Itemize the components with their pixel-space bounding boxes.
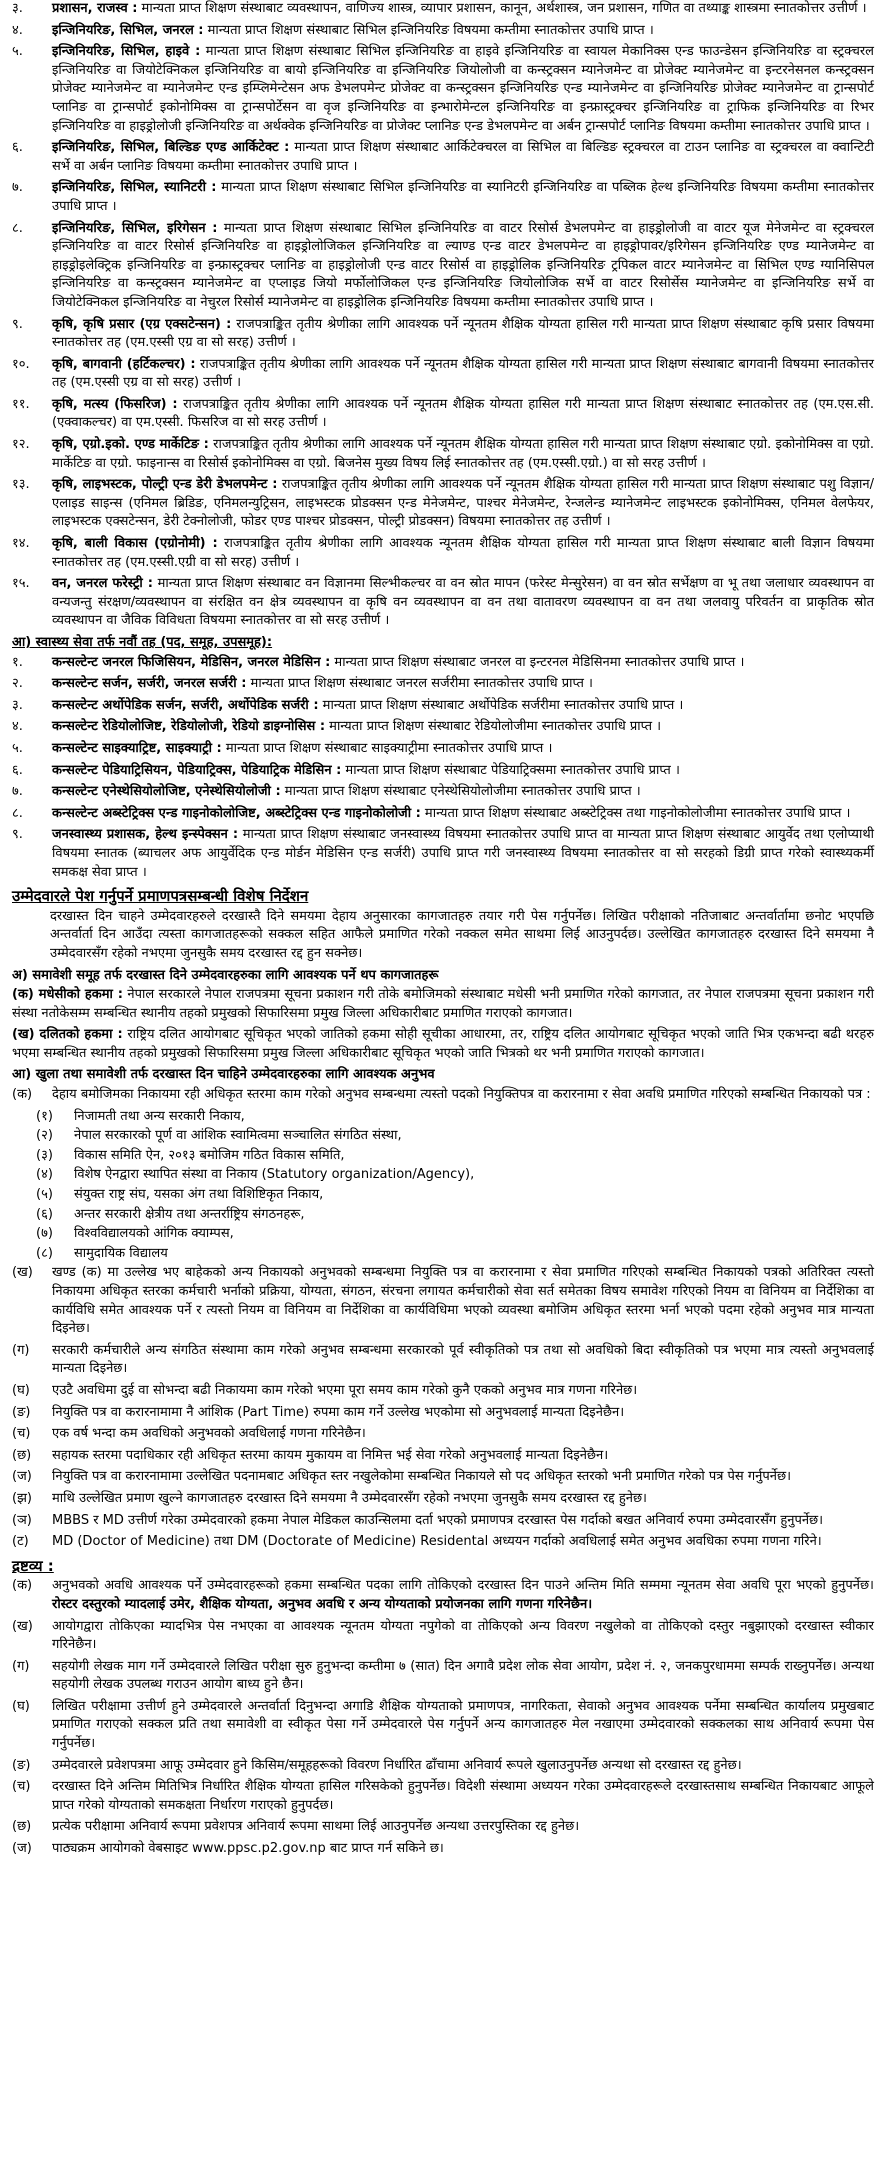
qualification-item <box>12 436 874 473</box>
item-text <box>52 654 874 673</box>
item-text: निजामती तथा अन्य सरकारी निकाय, <box>74 1108 245 1124</box>
item-body: लिखित परीक्षामा उत्तीर्ण हुने उम्मेदवारले अन्तर्वार्ता दिनुभन्दा अगाडि शैक्षिक योग्यताको प्रमाणपत्र, नागरिकता, सेवाको अनुभव आवश्यक पर्नेमा सम्बन्धित कार्यालय प्रमुखबाट प्रमाणित गराएको सक्कल प्रति तथा समावेशी वा स्वीकृत पेसा गर्ने उम्मेदवारले पेस गर्नुपर्ने अन्य कागजातहरु मेल नखाएमा उम्मेदवारको सक्कलका साथ अनिवार्य रूपमा पेस गर्नुपर्नेछ। <box>52 1698 874 1752</box>
health-qualification-item <box>12 675 874 694</box>
item-body: सरकारी कर्मचारीले अन्य संगठित संस्थामा काम गरेको अनुभव सम्बन्धमा सरकारको पूर्व स्वीकृतिको पत्र तथा सो अवधिको बिदा स्वीकृतिको पत्र भएमा मात्र त्यस्तो अनुभवलाई मान्यता दिइनेछ। <box>52 1342 874 1377</box>
experience-item <box>12 1382 874 1401</box>
item-body: MBBS र MD उत्तीर्ण गरेका उम्मेदवारको हकमा नेपाल मेडिकल काउन्सिलमा दर्ता भएको प्रमाणपत्र दरखास्त पेस गर्दाको बखत अनिवार्य रुपमा उम्मेदवारसँग हुनुपर्नेछ। <box>52 1512 824 1528</box>
notes-heading: द्रष्टव्य : <box>12 1556 54 1575</box>
item-text <box>52 1618 874 1655</box>
item-body: मान्यता प्राप्त शिक्षण संस्थाबाट सिभिल इन्जिनियरिङ वा वाटर रिसोर्स डेभलपमेन्ट वा हाइड्रोलोजी वा वाटर यूज मेनेजमेन्ट वा स्ट्रक्चरल इन्जिनियरिङ वा वाटर रिसोर्स इन्जिनियरिङ वा हाइड्रोलोजिकल इन्जिनियरिङ वा ल्याण्ड एन्ड वाटर डेभलपमेन्ट वा हाइड्रोपावर/इरिगेसन इन्जिनियरिङ एण्ड म्यानेजमेन्ट वा हाइड्रोइलेक्ट्रिक इन्जिनियरिङ वा इन्फ्रास्ट्रक्चर प्लानिङ वा हाइड्रोलोजी एन्ड वाटर रिसोर्स वा हाइड्रोलिक इन्जिनियरिङ ट्रपिकल वाटर म्यानेजमेन्ट वा सिभिल एण्ड ग्यानिसिपल इन्जिनियरिङ वा कन्स्ट्रक्सन म्यानेजमेन्ट वा एप्लाइड जियो मर्फोलोजिकल एन्ड इन्जिनियरिङ जियोलोजिक सर्भे वा वाटर रिसोर्सेस म्यानेजमेन्ट वा इन्जिनियरिङ सर्भे वा जियोटेक्निकल इन्जिनियरिङ वा नेचुरल रिसोर्स म्यानेजमेन्ट वा हाइड्रोलिक इन्जिनियरिङ विषयमा कम्तीमा स्नातकोत्तर उपाधि प्राप्त । <box>52 220 874 310</box>
qualification-item <box>12 0 874 19</box>
item-number: (ज) <box>12 1841 32 1857</box>
item-number: (ख) <box>12 1265 33 1281</box>
item-text <box>52 139 874 176</box>
item-body: मान्यता प्राप्त शिक्षण संस्थाबाट पेडियाट्रिक्समा स्नातकोत्तर उपाधि प्राप्त । <box>341 762 680 778</box>
item-number: (६) <box>36 1206 53 1222</box>
item-text: संयुक्त राष्ट्र संघ, यसका अंग तथा विशिष्टिकृत निकाय, <box>74 1187 324 1203</box>
item-heading: इन्जिनियरिङ, सिभिल, बिल्डिङ एण्ड आर्किटेक्ट : <box>52 140 290 156</box>
item-body: एउटै अवधिमा दुई वा सोभन्दा बढी निकायमा काम गरेको भएमा पूरा समय काम गरेको कुनै एकको अनुभव मात्र गणना गरिनेछ। <box>52 1382 638 1398</box>
item-text <box>52 1425 874 1444</box>
item-number: (ज) <box>12 1469 32 1485</box>
item-text <box>52 476 874 532</box>
item-body: नियुक्ति पत्र वा करारनामामा नै आंशिक (Part Time) रुपमा काम गर्ने उल्लेख भएकोमा सो अनुभवलाई मान्यता दिइनेछैन। <box>52 1404 625 1420</box>
note-item <box>12 1698 874 1754</box>
item-text <box>52 356 874 393</box>
note-item <box>12 1757 874 1776</box>
item-body: राजपत्राङ्कित तृतीय श्रेणीका लागि आवश्यक पर्ने न्यूनतम शैक्षिक योग्यता हासिल गरी मान्यता प्राप्त शिक्षण संस्थाबाट एग्रो. इकोनोमिक्स वा एग्रो. मार्केटिङ वा एग्रो. फाइनान्स वा रिसोर्स इकोनोमिक्स वा एग्रो. बिजनेस मुख्य विषय लिई स्नातकोत्तर तह (एम.एस्सी.एग्रो.) वा सो सरह उत्तीर्ण । <box>52 437 874 471</box>
item-text: देहाय बमोजिमका निकायमा रही अधिकृत स्तरमा काम गरेको अनुभव सम्बन्धमा त्यस्तो पदको नियुक्तिपत्र वा करारनामा र सेवा अवधि प्रमाणित गरिएको सम्बन्धित निकायको पत्र : <box>52 1087 871 1103</box>
item-text <box>52 220 874 313</box>
experience-item <box>12 1490 874 1509</box>
qualification-item <box>12 179 874 216</box>
item-number: ५. <box>12 740 23 756</box>
experience-item <box>12 1447 874 1466</box>
experience-item <box>12 1404 874 1423</box>
note-item <box>12 1658 874 1695</box>
item-number: ९. <box>12 827 23 843</box>
health-qualification-item <box>12 805 874 824</box>
qualification-item <box>12 220 874 313</box>
item-text <box>52 179 874 216</box>
item-body: राजपत्राङ्कित तृतीय श्रेणीका लागि आवश्यक न्यूनतम शैक्षिक योग्यता हासिल गरी मान्यता प्राप्त शिक्षण संस्थाबाट बाली विज्ञान विषयमा स्नातकोत्तर तह (एम.एस्सी.एग्री वा सो सरह) उत्तीर्ण । <box>52 536 875 570</box>
item-heading: जनस्वास्थ्य प्रशासक, हेल्थ इन्स्पेक्सन : <box>52 827 239 843</box>
item-number: १५. <box>12 576 30 592</box>
item-number: ७. <box>12 784 23 800</box>
organization-type <box>12 1225 874 1244</box>
item-body: राजपत्राङ्कित तृतीय श्रेणीका लागि आवश्यक पर्ने न्यूनतम शैक्षिक योग्यता हासिल गरी मान्यता प्राप्त शिक्षण संस्थाबाट बागवानी विषयमा स्नातकोत्तर तह (एम.एस्सी एग्र वा सो सरह) उत्तीर्ण । <box>52 356 874 391</box>
item-heading: कन्सल्टेन्ट पेडियाट्रिसियन, पेडियाट्रिक्स, पेडियाट्रिक मेडिसिन : <box>52 762 342 778</box>
item-text <box>52 0 874 19</box>
item-text <box>52 1818 874 1837</box>
item-heading: कन्सल्टेन्ट अर्थोपेडिक सर्जन, सर्जरी, अर्थोपेडिक सर्जरी : <box>52 697 319 713</box>
item-number: (ङ) <box>12 1757 31 1773</box>
item-number: ६. <box>12 140 23 156</box>
item-body: राजपत्राङ्कित तृतीय श्रेणीका लागि आवश्यक पर्ने न्यूनतम शैक्षिक योग्यता हासिल गरी मान्यता प्राप्त शिक्षण संस्थाबाट स्नातकोत्तर तह (एम.एस.सी. (एक्वाकल्चर) वा एम.एस्सी. फिसरिज वा सो सरह उत्तीर्ण । <box>52 396 874 431</box>
item-body: मान्यता प्राप्त शिक्षण संस्थाबाट अब्स्टेट्रिक्स तथा गाइनोकोलोजीमा स्नातकोत्तर उपाधि प्राप्त । <box>420 805 851 821</box>
item-text <box>52 783 874 802</box>
qualification-item <box>12 43 874 136</box>
item-number: (घ) <box>12 1698 30 1714</box>
item-body: सहयोगी लेखक माग गर्ने उम्मेदवारले लिखित परीक्षा सुरु हुनुभन्दा कम्तीमा ७ (सात) दिन अगावै प्रदेश लोक सेवा आयोग, प्रदेश नं. २, जनकपुरधाममा सम्पर्क राख्नुपर्नेछ। अन्यथा सहयोगी लेखक उपलब्ध गराउन आयोग बाध्य हुने छैन। <box>52 1658 874 1693</box>
item-number: (५) <box>36 1187 53 1203</box>
item-body: मान्यता प्राप्त शिक्षण संस्थाबाट जनस्वास्थ्य विषयमा स्नातकोत्तर उपाधि प्राप्त वा मान्यता प्राप्त शिक्षण संस्थाबाट आयुर्वेद तथा एलोप्याथी विषयमा स्नातक (ब्याचलर अफ आयुर्वेदिक एन्ड मोर्डन मेडिसिन एन्ड सर्जरी) उपाधि प्राप्त गरी जनस्वास्थ्य विषयमा स्नातकोत्तर वा सो सरहको डिग्री प्राप्त गरेको स्वास्थ्यकर्मी समकक्ष सेवा प्राप्त । <box>52 827 874 880</box>
experience-item <box>12 1425 874 1444</box>
item-label: (ख) दलितको हकमा : <box>12 1027 123 1043</box>
item-text <box>52 718 874 737</box>
health-qualification-item <box>12 718 874 737</box>
item-body: मान्यता प्राप्त शिक्षण संस्थाबाट अर्थोपेडिक सर्जरीमा स्नातकोत्तर उपाधि प्राप्त । <box>318 697 684 713</box>
health-section-heading: आ) स्वास्थ्य सेवा तर्फ नवौं तह (पद, समूह, उपसमूह): <box>12 635 273 650</box>
item-text <box>52 1778 874 1815</box>
item-text <box>52 396 874 433</box>
item-text <box>12 1026 874 1063</box>
item-text <box>52 1757 874 1776</box>
item-heading: कन्सल्टेन्ट अब्स्टेट्रिक्स एन्ड गाइनोकोलोजिष्ट, अब्स्टेट्रिक्स एन्ड गाइनोकोलोजी : <box>52 805 421 821</box>
organization-type <box>12 1245 874 1264</box>
item-label: (क) मधेसीको हकमा : <box>12 987 123 1003</box>
item-text <box>52 43 874 136</box>
item-text: सामुदायिक विद्यालय <box>74 1245 168 1261</box>
item-heading: कन्सल्टेन्ट सर्जन, सर्जरी, जनरल सर्जरी : <box>52 676 247 692</box>
item-number: (छ) <box>12 1819 32 1835</box>
item-text <box>52 1533 874 1552</box>
item-body: दरखास्त दिने अन्तिम मितिभित्र निर्धारित शैक्षिक योग्यता हासिल गरिसकेको हुनुपर्नेछ। विदेशी संस्थामा अध्ययन गरेका उम्मेदवारहरूले दरखास्तसाथ सम्बन्धित निकायबाट आफूले प्राप्त गरेको योग्यताको समकक्षता निर्धारण गराएको हुनुपर्दछ। <box>52 1779 874 1813</box>
item-text <box>52 1447 874 1466</box>
item-number: ६. <box>12 762 23 778</box>
item-number: (च) <box>12 1426 31 1442</box>
item-text <box>52 1577 874 1614</box>
item-body: राजपत्राङ्कित तृतीय श्रेणीका लागि आवश्यक पर्ने न्यूनतम शैक्षिक योग्यता हासिल गरी मान्यता प्राप्त शिक्षण संस्थाबाट पशु विज्ञान/एलाइड साइन्स (एनिमल ब्रिडिङ, एनिमलन्युट्रिसन, लाइभस्टक प्रोडक्सन एन्ड मेनेजमेन्ट, पाश्चर मेनेजमेन्ट, रेन्जलेन्ड म्यानेजमेन्ट लाइभस्टक इकोनोमिक्स, एनिमल वेलफेयर, लाइभस्टक एक्सटेन्सन, डेरी टेक्नोलोजी, फोडर एण्ड पाश्चर प्रोडक्सन, पोल्ट्री प्रोडक्सन) विषयमा स्नातकोत्तर तह उत्तीर्ण । <box>52 477 874 530</box>
item-number: ३. <box>12 1 23 16</box>
item-body: मान्यता प्राप्त शिक्षण संस्थाबाट साइक्याट्रीमा स्नातकोत्तर उपाधि प्राप्त । <box>221 740 553 756</box>
item-number: १३. <box>12 477 30 493</box>
item-number: ३. <box>12 697 23 713</box>
item-heading: कन्सल्टेन्ट जनरल फिजिसियन, मेडिसिन, जनरल मेडिसिन : <box>52 654 331 670</box>
item-text <box>52 697 874 716</box>
item-text <box>52 316 874 353</box>
item-number: (ग) <box>12 1342 30 1358</box>
item-number: (ट) <box>12 1534 29 1550</box>
item-body: आयोगद्वारा तोकिएका म्यादभित्र पेस नभएका वा आवश्यक न्यूनतम योग्यता नपुगेको वा तोकिएको अन्य विवरण नखुलेको वा तोकिएको दस्तुर नबुझाएको दरखास्त स्वीकार गरिनेछैन। <box>52 1618 874 1653</box>
item-number: १. <box>12 654 23 670</box>
item-number: ५. <box>12 44 23 60</box>
item-number: (४) <box>36 1167 53 1183</box>
item-body: मान्यता प्राप्त शिक्षण संस्थाबाट सिभिल इन्जिनियरिङ विषयमा कम्तीमा स्नातकोत्तर उपाधि प्राप्त । <box>203 22 654 38</box>
note-item <box>12 1618 874 1655</box>
health-qualification-item <box>12 740 874 759</box>
item-number: ९. <box>12 316 23 332</box>
organization-type <box>12 1108 874 1127</box>
item-number: (७) <box>36 1226 53 1242</box>
health-qualification-item <box>12 697 874 716</box>
experience-item <box>12 1512 874 1531</box>
qualification-item <box>12 22 874 41</box>
item-heading: वन, जनरल फरेस्ट्री : <box>52 576 153 592</box>
item-heading: इन्जिनियरिङ, सिभिल, स्यानिटरी : <box>52 180 217 196</box>
item-body: एक वर्ष भन्दा कम अवधिको अनुभवको अवधिलाई गणना गरिनेछैन। <box>52 1426 366 1442</box>
item-number: ११. <box>12 396 30 412</box>
item-text <box>52 436 874 473</box>
organization-type <box>12 1206 874 1225</box>
inclusive-docs-heading: अ) समावेशी समूह तर्फ दरखास्त दिने उम्मेदवारहरुका लागि आवश्यक पर्ने थप कागजातहरू <box>12 967 439 983</box>
item-text <box>52 805 874 824</box>
item-body: उम्मेदवारले प्रवेशपत्रमा आफू उम्मेदवार हुने किसिम/समूहहरूको विवरण निर्धारित ढाँचामा अनिवार्य रूपले खुलाउनुपर्नेछ अन्यथा सो दरखास्त रद्द हुनेछ। <box>52 1757 742 1773</box>
item-number: १२. <box>12 437 30 453</box>
item-number: (झ) <box>12 1490 32 1506</box>
organization-type <box>12 1186 874 1205</box>
health-qualification-item <box>12 826 874 882</box>
item-heading: इन्जिनियरिङ, सिभिल, जनरल : <box>52 22 204 38</box>
item-text: विशेष ऐनद्वारा स्थापित संस्था वा निकाय (Statutory organization/Agency), <box>74 1167 475 1183</box>
item-number: (ग) <box>12 1658 30 1674</box>
item-number: (ञ) <box>12 1512 32 1528</box>
item-number: ७. <box>12 180 23 196</box>
item-body: राजपत्राङ्कित तृतीय श्रेणीका लागि आवश्यक पर्ने न्यूनतम शैक्षिक योग्यता हासिल गरी मान्यता प्राप्त शिक्षण संस्थाबाट कृषि प्रसार विषयमा स्नातकोत्तर तह (एम.एस्सी एग्र वा सो सरह) उत्तीर्ण । <box>52 316 874 351</box>
item-number: १४. <box>12 536 30 552</box>
item-number: ८. <box>12 805 23 821</box>
organization-type <box>12 1127 874 1146</box>
organization-type <box>12 1166 874 1185</box>
item-number: (घ) <box>12 1382 30 1398</box>
item-text <box>52 575 874 631</box>
item-emphasis: रोस्टर दस्तुरको म्यादलाई उमेर, शैक्षिक योग्यता, अनुभव अवधि र अन्य योग्यताको प्रयोजनका लागि गणना गरिनेछैन। <box>52 1596 593 1612</box>
qualification-item <box>12 139 874 176</box>
item-heading: कन्सल्टेन्ट साइक्याट्रिष्ट, साइक्याट्री : <box>52 740 222 756</box>
item-heading: कृषि, बाली विकास (एग्रोनोमी) : <box>52 536 218 552</box>
item-body: अनुभवको अवधि आवश्यक पर्ने उम्मेदवारहरूको हकमा सम्बन्धित पदका लागि तोकिएको दरखास्त दिन पाउने अन्तिम मिति सम्ममा न्यूनतम सेवा अवधि पूरा भएको हुनुपर्नेछ। <box>52 1578 874 1594</box>
item-text <box>52 675 874 694</box>
organization-type <box>12 1147 874 1166</box>
health-qualification-item <box>12 783 874 802</box>
item-body: नियुक्ति पत्र वा करारनामामा उल्लेखित पदनामबाट अधिकृत स्तर नखुलेकोमा सम्बन्धित निकायले सो पद अधिकृत स्तरको भनी प्रमाणित गरेको पत्र पेस गर्नुपर्नेछ। <box>52 1469 792 1485</box>
item-body: मान्यता प्राप्त शिक्षण संस्थाबाट एनेस्थेसियोलोजीमा स्नातकोत्तर उपाधि प्राप्त । <box>280 784 641 800</box>
item-text: नेपाल सरकारको पूर्ण वा आंशिक स्वामित्वमा सञ्चालित संगठित संस्था, <box>74 1128 402 1144</box>
item-body: मान्यता प्राप्त शिक्षण संस्थाबाट सिभिल इन्जिनियरिङ वा हाइवे इन्जिनियरिङ वा स्वायल मेकानिक्स एन्ड फाउन्डेसन इन्जिनियरिङ वा स्ट्रक्चरल इन्जिनियरिङ वा जियोटेक्निकल इन्जिनियरिङ वा बायो इन्जिनियरिङ वा इन्जिनियरिङ जियोलोजी वा कन्स्ट्रक्सन म्यानेजमेन्ट वा प्रोजेक्ट म्यानेजमेन्ट वा इन्टरनेसनल कन्स्ट्रक्सन प्रोजेक्ट म्यानेजमेन्ट वा म्यानेजमेन्ट एन्ड इम्प्लिमेन्टेसन अफ डेभलपमेन्ट प्रोजेक्ट वा कन्स्ट्रक्सन इन्जिनियरिङ एन्ड म्यानेजमेन्ट वा इन्जिनियरिङ प्रोजेक्ट म्यानेजमेन्ट वा ट्रान्सपोर्ट प्लानिङ वा ट्रान्सपोर्ट इकोनोमिक्स वा ट्रान्सपोर्टेसन वा वृज इन्जिनियरिङ वा इन्भारोमेन्टल इन्जिनियरिङ वा इन्फ्रास्ट्रक्चर इन्जिनियरिङ वा ट्राफिक इन्जिनियरिङ वा रिभर इन्जिनियरिङ वा हाइड्रोलोजी इन्जिनियरिङ वा अर्थक्वेक इन्जिनियरिङ वा प्रोजेक्ट प्लानिङ एन्ड डेभलपमेन्ट वा अर्बन ट्रान्सपोर्ट प्लानिङ विषयमा कम्तीमा स्नातकोत्तर उपाधि प्राप्त । <box>52 44 874 134</box>
note-item <box>12 1778 874 1815</box>
item-number: ४. <box>12 22 23 38</box>
item-heading: प्रशासन, राजस्व : <box>52 1 138 16</box>
madhesi-doc <box>12 986 874 1023</box>
item-body: मान्यता प्राप्त शिक्षण संस्थाबाट आर्किटेक्चरल वा सिभिल वा बिल्डिङ स्ट्रक्चरल वा टाउन प्लानिङ वा स्ट्रक्चरल वा क्वान्टिटी सर्भे वा अर्बन प्लानिङ विषयमा कम्तीमा स्नातकोत्तर उपाधि प्राप्त । <box>52 140 875 174</box>
item-number: ४. <box>12 719 23 735</box>
item-heading: कृषि, कृषि प्रसार (एग्र एक्सटेन्सन) : <box>52 316 232 332</box>
item-body: माथि उल्लेखित प्रमाण खुल्ने कागजातहरु दरखास्त दिने समयमा नै उम्मेदवारसँग रहेको नभएमा जुनसुकै समय दरखास्त रद्द हुनेछ। <box>52 1490 647 1506</box>
health-qualification-item <box>12 762 874 781</box>
experience-item <box>12 1533 874 1552</box>
item-body: राष्ट्रिय दलित आयोगबाट सूचिकृत भएको जातिको हकमा सोही सूचीका आधारमा, तर, राष्ट्रिय दलित आयोगबाट सूचिकृत भएको जाति भित्र एकभन्दा बढी थरहरु भएमा सम्बन्धित स्थानीय तहको प्रमुखको सिफारिसमा प्रमुख जिल्ला अधिकारीबाट सूचिकृत भएको जाति भित्रको थर भनी प्रमाणित गराएको कागजात। <box>12 1027 874 1061</box>
item-text <box>52 1490 874 1509</box>
health-qualification-item <box>12 654 874 673</box>
item-heading: कृषि, लाइभस्टक, पोल्ट्री एन्ड डेरी डेभलपमेन्ट : <box>52 477 278 493</box>
item-text <box>52 1382 874 1401</box>
item-body: मान्यता प्राप्त शिक्षण संस्थाबाट जनरल वा इन्टरनल मेडिसिनमा स्नातकोत्तर उपाधि प्राप्त । <box>330 654 745 670</box>
qualification-item <box>12 396 874 433</box>
item-number: (क) <box>12 1578 33 1594</box>
item-text: विश्वविद्यालयको आंगिक क्याम्पस, <box>74 1226 234 1242</box>
item-body: मान्यता प्राप्त शिक्षण संस्थाबाट जनरल सर्जरीमा स्नातकोत्तर उपाधि प्राप्त । <box>246 676 593 692</box>
item-heading: इन्जिनियरिङ, सिभिल, इरिगेसन : <box>52 220 218 236</box>
item-body: मान्यता प्राप्त शिक्षण संस्थाबाट सिभिल इन्जिनियरिङ वा स्यानिटरी इन्जिनियरिङ वा पब्लिक हेल्थ इन्जिनियरिङ विषयमा कम्तीमा स्नातकोत्तर उपाधि प्राप्त । <box>52 180 874 214</box>
note-item <box>12 1840 874 1859</box>
item-body: खण्ड (क) मा उल्लेख भए बाहेकको अन्य निकायको अनुभवको सम्बन्धमा नियुक्ति पत्र वा करारनामा र सेवा प्रमाणित गरिएको सम्बन्धित निकायको पत्रको अतिरिक्त त्यस्तो निकायमा अधिकृत स्तरका कर्मचारी भर्नाको प्रक्रिया, योग्यता, संगठन, संरचना लगायत कर्मचारीको सेवा सर्त समेतका विषय समावेश गरिएको नियम वा विनियम वा निर्देशिका वा कार्यविधि समेत आवश्यक पर्ने र त्यस्तो नियम वा विनियम वा निर्देशिका वा कार्यविधिमा भएको व्यवस्था बमोजिम अधिकृत स्तरमा भर्ना भएको पदमा रहेको अनुभव मात्र मान्यता दिइनेछ। <box>52 1265 874 1337</box>
item-number: (ख) <box>12 1618 33 1634</box>
qualification-item <box>12 535 874 572</box>
item-text <box>52 1840 874 1859</box>
item-text: अन्तर सरकारी क्षेत्रीय तथा अन्तर्राष्ट्रिय संगठनहरू, <box>74 1206 305 1222</box>
item-body: मान्यता प्राप्त शिक्षण संस्थाबाट व्यवस्थापन, वाणिज्य शास्त्र, व्यापार प्रशासन, कानून, अर्थशास्त्र, जन प्रशासन, गणित वा तथ्याङ्क शास्त्रमा स्नातकोत्तर उत्तीर्ण । <box>137 1 867 16</box>
item-number: (१) <box>36 1108 53 1124</box>
experience-item <box>12 1342 874 1379</box>
qualification-item <box>12 575 874 631</box>
instructions-heading: उम्मेदवारले पेश गर्नुपर्ने प्रमाणपत्रसम्बन्धी विशेष निर्देशन <box>12 887 309 906</box>
item-text <box>52 826 874 882</box>
item-body: पाठ्यक्रम आयोगको वेबसाइट www.ppsc.p2.gov.np बाट प्राप्त गर्न सकिने छ। <box>52 1841 444 1857</box>
item-heading: कृषि, मत्स्य (फिसरिज) : <box>52 396 178 412</box>
note-item <box>12 1818 874 1837</box>
item-body: नेपाल सरकारले नेपाल राजपत्रमा सूचना प्रकाशन गरी तोके बमोजिमको संस्थाबाट मधेसी भनी प्रमाणित गरेको कागजात, तर नेपाल राजपत्रमा सूचना प्रकाशन गरी संस्था नतोकेसम्म सम्बन्धित स्थानीय तहको प्रमुखको सिफारिसमा प्रमुख जिल्ला अधिकारीबाट प्रमाणित गराएको कागजात। <box>12 987 874 1021</box>
experience-heading: आ) खुला तथा समावेशी तर्फ दरखास्त दिन चाहिने उम्मेदवारहरुका लागि आवश्यक अनुभव <box>12 1067 435 1083</box>
item-number: (छ) <box>12 1447 32 1463</box>
item-body: प्रत्येक परीक्षामा अनिवार्य रूपमा प्रवेशपत्र अनिवार्य रूपमा साथमा लिई आउनुपर्नेछ अन्यथा उत्तरपुस्तिका रद्द हुनेछ। <box>52 1819 580 1835</box>
instructions-text: दरखास्त दिन चाहने उम्मेदवारहरुले दरखास्तै दिने समयमा देहाय अनुसारका कागजातहरु तयार गरी पेस गर्नुपर्नेछ। लिखित परीक्षाको नतिजाबाट अन्तर्वार्तामा छनोट भएपछि अन्तर्वार्ता दिन आउँदा त्यस्ता कागजातहरूको सक्कल सहित आफैले प्रमाणित गरेको नक्कल समेत साथमा लिई आउनुपर्दछ। उल्लेखित कागजातहरु दरखास्त दिने समयमा नै उम्मेदवारसँग रहेको नभएमा जुनसुकै समय दरखास्त रद्द हुन सक्नेछ। <box>50 908 874 961</box>
item-text <box>52 1512 874 1531</box>
experience-item <box>12 1086 874 1105</box>
item-body: मान्यता प्राप्त शिक्षण संस्थाबाट वन विज्ञानमा सिल्भीकल्चर वा वन स्रोत मापन (फरेस्ट मेन्सुरेसन) वा वन स्रोत सर्भेक्षण वा भू तथा जलाधार व्यवस्थापन वा वन्यजन्तु संरक्षण/व्यवस्थापन वा संरक्षित वन क्षेत्र व्यवस्थापन वा कृषि वन व्यवस्थापन वा वन तथा वातावरण व्यवस्थापन वा वन तथा जलवायु परिवर्तन वा प्राकृतिक स्रोत व्यवस्थापन वा जैविक विविधता विषयमा स्नातकोत्तर वा सो सरह उत्तीर्ण । <box>52 576 874 629</box>
item-number: २. <box>12 676 23 692</box>
item-heading: कृषि, एग्रो.इको. एण्ड मार्केटिङ : <box>52 437 209 453</box>
item-text <box>52 1468 874 1487</box>
item-text: विकास समिति ऐन, २०१३ बमोजिम गठित विकास समिति, <box>74 1147 345 1163</box>
item-heading: कन्सल्टेन्ट एनेस्थेसियोलोजिष्ट, एनेस्थेसियोलोजी : <box>52 784 281 800</box>
item-text <box>52 762 874 781</box>
qualification-item <box>12 476 874 532</box>
item-number: (ङ) <box>12 1404 31 1420</box>
item-text <box>52 1404 874 1423</box>
item-number: (३) <box>36 1147 53 1163</box>
item-text <box>12 986 874 1023</box>
note-item <box>12 1577 874 1614</box>
item-body: MD (Doctor of Medicine) तथा DM (Doctorate of Medicine) Residental अध्ययन गर्दाको अवधिलाई समेत अनुभव अवधिका रुपमा गणना गरिने। <box>52 1534 822 1550</box>
qualification-item <box>12 356 874 393</box>
item-text <box>52 535 874 572</box>
item-number: (२) <box>36 1128 53 1144</box>
experience-item <box>12 1468 874 1487</box>
item-number: (८) <box>36 1245 53 1261</box>
item-text <box>52 1698 874 1754</box>
item-number: ८. <box>12 220 23 236</box>
item-text <box>52 1264 874 1338</box>
item-text <box>52 740 874 759</box>
item-text <box>52 1658 874 1695</box>
dalit-doc <box>12 1026 874 1063</box>
item-body: मान्यता प्राप्त शिक्षण संस्थाबाट रेडियोलोजीमा स्नातकोत्तर उपाधि प्राप्त । <box>325 719 662 735</box>
item-text <box>52 22 874 41</box>
item-number: (क) <box>12 1087 33 1103</box>
qualification-item <box>12 316 874 353</box>
item-number: १०. <box>12 356 30 372</box>
item-heading: इन्जिनियरिङ, सिभिल, हाइवे : <box>52 44 201 60</box>
experience-item <box>12 1264 874 1338</box>
item-text <box>52 1342 874 1379</box>
item-heading: कन्सल्टेन्ट रेडियोलोजिष्ट, रेडियोलोजी, रेडियो डाइग्नोसिस : <box>52 719 326 735</box>
item-heading: कृषि, बागवानी (हर्टिकल्चर) : <box>52 356 196 372</box>
item-number: (च) <box>12 1779 31 1795</box>
item-body: सहायक स्तरमा पदाधिकार रही अधिकृत स्तरमा कायम मुकायम वा निमित्त भई सेवा गरेको अनुभवलाई मान्यता दिइनेछैन। <box>52 1447 609 1463</box>
